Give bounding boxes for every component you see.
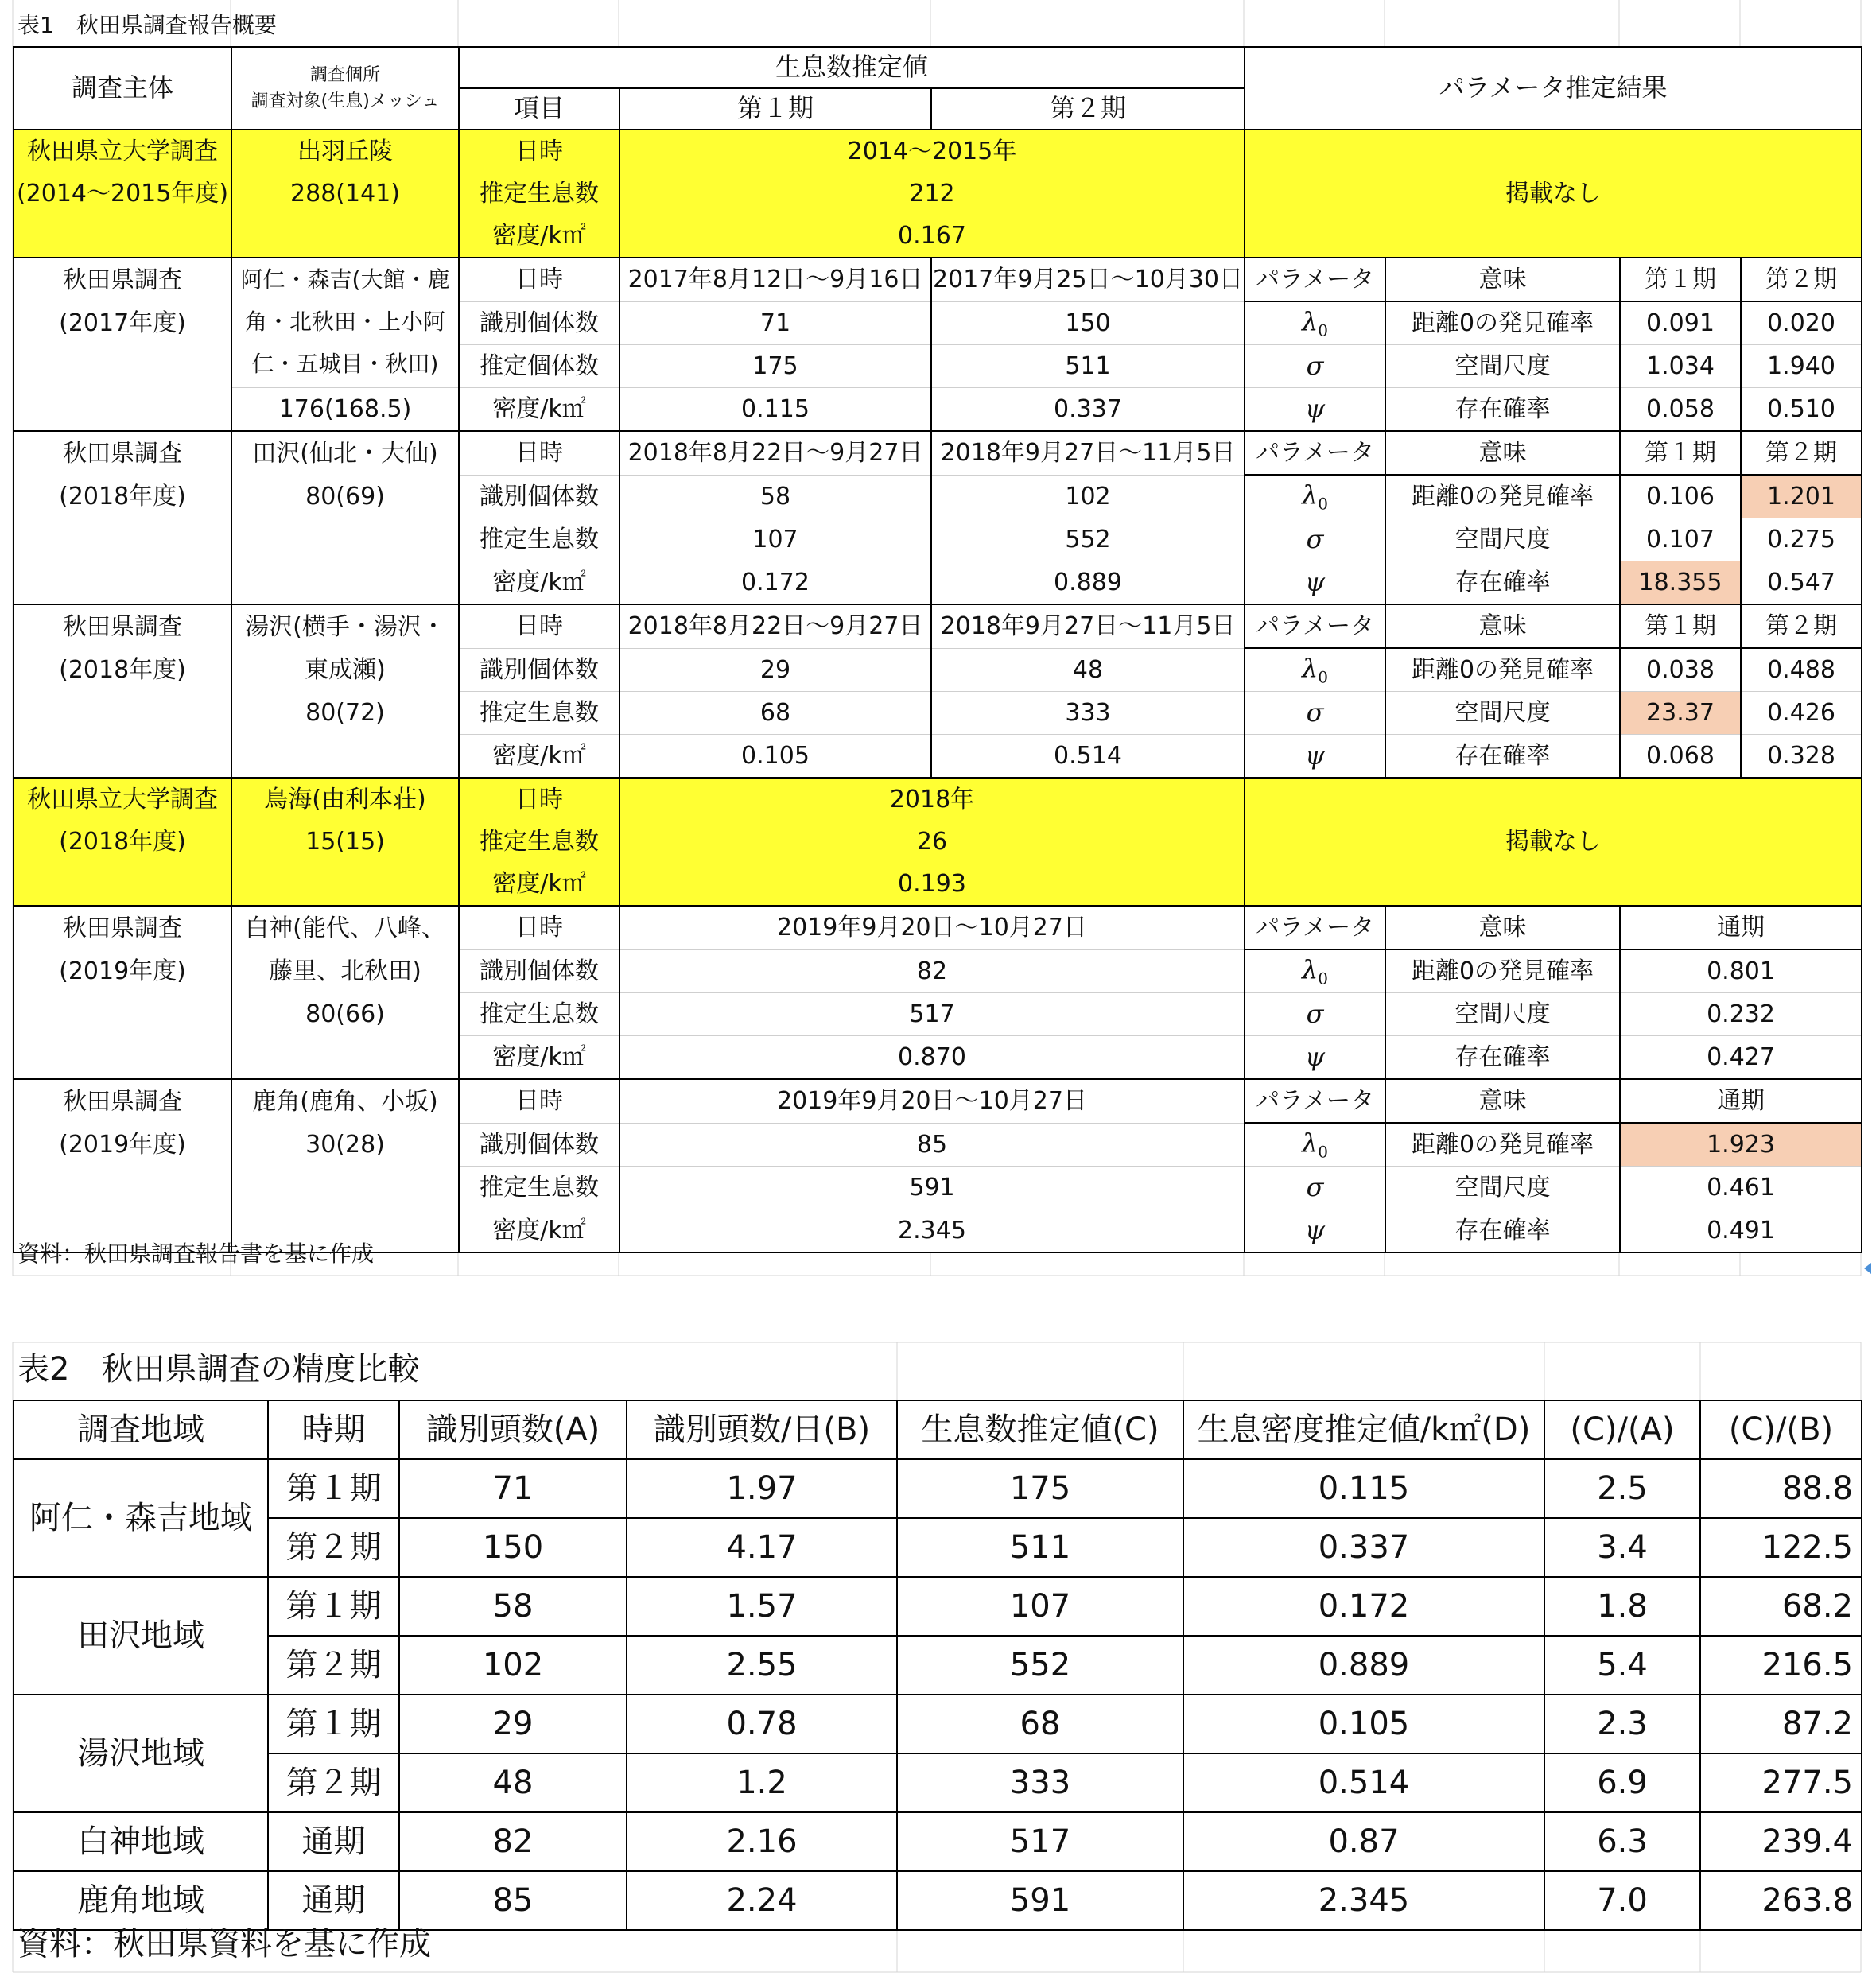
param-meaning: 距離0の発見確率 [1385, 475, 1620, 518]
param-all-header: 通期 [1620, 1079, 1862, 1123]
sigma-symbol: σ [1245, 993, 1385, 1036]
table-row [14, 561, 1862, 605]
table-row [14, 431, 1862, 475]
param-p1-value: 0.058 [1620, 388, 1741, 432]
header-subject: 調査主体 [14, 47, 231, 130]
cb-cell: 216.5 [1700, 1636, 1862, 1695]
meaning-header: 意味 [1385, 1079, 1620, 1123]
table-row [14, 1036, 1862, 1080]
period2-value: 2018年9月27日～11月5日 [931, 431, 1245, 475]
b-cell: 4.17 [627, 1518, 897, 1577]
d-cell: 0.105 [1183, 1695, 1544, 1753]
table-row [14, 778, 1862, 821]
period1-value: 0.115 [619, 388, 931, 432]
param-p2-value: 0.275 [1741, 518, 1862, 561]
ca-cell: 2.5 [1544, 1459, 1700, 1518]
item-label: 識別個体数 [459, 1123, 619, 1167]
param-all-value-highlighted: 1.923 [1620, 1123, 1862, 1167]
meaning-header: 意味 [1385, 604, 1620, 648]
period-cell: 通期 [268, 1871, 399, 1930]
param-header: パラメータ [1245, 1079, 1385, 1123]
period2-value: 2017年9月25日～10月30日 [931, 258, 1245, 301]
table-row [14, 130, 1862, 173]
col-header-period: 時期 [268, 1400, 399, 1459]
site-name: 白神(能代、八峰、 [231, 906, 459, 949]
region-name: 白神地域 [14, 1812, 268, 1871]
site-name: 鳥海(由利本荘) [231, 778, 459, 821]
period2-value: 150 [931, 301, 1245, 345]
d-cell: 0.889 [1183, 1636, 1544, 1695]
param-meaning: 空間尺度 [1385, 993, 1620, 1036]
estimate-value: 85 [619, 1123, 1245, 1167]
estimate-value: 0.870 [619, 1036, 1245, 1080]
site-name: 田沢(仙北・大仙) [231, 431, 459, 475]
table-row [14, 906, 1862, 949]
header-site: 調査個所 調査対象(生息)メッシュ [231, 47, 459, 130]
param-p1-value: 0.106 [1620, 475, 1741, 518]
cb-cell: 68.2 [1700, 1577, 1862, 1636]
psi-symbol: ψ [1245, 561, 1385, 605]
ca-cell: 7.0 [1544, 1871, 1700, 1930]
period2-value: 0.889 [931, 561, 1245, 605]
survey-summary-table [13, 46, 1862, 1253]
param-p2-header: 第２期 [1741, 258, 1862, 301]
item-label: 密度/k㎡ [459, 388, 619, 432]
table-row [14, 1167, 1862, 1209]
org-period: (2018年度) [14, 821, 231, 863]
c-cell: 517 [897, 1812, 1183, 1871]
param-p2-value-highlighted: 1.201 [1741, 475, 1862, 518]
param-p2-value: 0.547 [1741, 561, 1862, 605]
param-meaning: 空間尺度 [1385, 345, 1620, 388]
table2-title: 表2 秋田県調査の精度比較 [17, 1351, 420, 1388]
period1-value: 2018年8月22日～9月27日 [619, 431, 931, 475]
c-cell: 333 [897, 1753, 1183, 1812]
col-header-c: 生息数推定値(C) [897, 1400, 1183, 1459]
ca-cell: 6.3 [1544, 1812, 1700, 1871]
item-label: 密度/k㎡ [459, 215, 619, 258]
header-period1: 第１期 [619, 88, 931, 130]
param-all-value: 0.461 [1620, 1167, 1862, 1209]
estimate-value: 2.345 [619, 1209, 1245, 1253]
col-header-d: 生息密度推定値/k㎡(D) [1183, 1400, 1544, 1459]
period-cell: 第２期 [268, 1753, 399, 1812]
d-cell: 0.87 [1183, 1812, 1544, 1871]
param-p2-header: 第２期 [1741, 431, 1862, 475]
table-row [14, 388, 1862, 432]
table-row [14, 949, 1862, 993]
site-name: 湯沢(横手・湯沢・ [231, 604, 459, 648]
estimate-value: 2019年9月20日～10月27日 [619, 906, 1245, 949]
param-p1-value-highlighted: 23.37 [1620, 692, 1741, 735]
org-name: 秋田県調査 [14, 1079, 231, 1123]
org-name: 秋田県調査 [14, 604, 231, 648]
psi-symbol: ψ [1245, 1036, 1385, 1080]
param-meaning: 距離0の発見確率 [1385, 648, 1620, 692]
table-row [14, 1518, 1862, 1577]
param-meaning: 存在確率 [1385, 388, 1620, 432]
col-header-region: 調査地域 [14, 1400, 268, 1459]
d-cell: 0.337 [1183, 1518, 1544, 1577]
c-cell: 552 [897, 1636, 1183, 1695]
period1-value: 0.172 [619, 561, 931, 605]
period2-value: 552 [931, 518, 1245, 561]
table-row [14, 692, 1862, 735]
mesh-count: 80(72) [231, 692, 459, 735]
estimate-value: 0.167 [619, 215, 1245, 258]
d-cell: 0.514 [1183, 1753, 1544, 1812]
site-name: 阿仁・森吉(大館・鹿角・北秋田・上小阿仁・五城目・秋田) [231, 258, 459, 388]
param-meaning: 空間尺度 [1385, 692, 1620, 735]
mesh-count: 30(28) [231, 1123, 459, 1167]
param-p2-value: 0.328 [1741, 735, 1862, 779]
lambda-symbol: $\lambda_0$ [1245, 475, 1385, 518]
param-p2-value: 0.426 [1741, 692, 1862, 735]
period1-value: 2017年8月12日～9月16日 [619, 258, 931, 301]
param-p1-header: 第１期 [1620, 604, 1741, 648]
param-p1-header: 第１期 [1620, 258, 1741, 301]
period2-value: 48 [931, 648, 1245, 692]
b-cell: 0.78 [627, 1695, 897, 1753]
a-cell: 102 [399, 1636, 627, 1695]
item-label: 密度/k㎡ [459, 1036, 619, 1080]
lambda-symbol: $\lambda_0$ [1245, 648, 1385, 692]
region-name: 湯沢地域 [14, 1695, 268, 1812]
item-label: 日時 [459, 130, 619, 173]
item-label: 日時 [459, 906, 619, 949]
param-p1-value: 0.091 [1620, 301, 1741, 345]
table-row [14, 1753, 1862, 1812]
item-label: 密度/k㎡ [459, 561, 619, 605]
c-cell: 175 [897, 1459, 1183, 1518]
d-cell: 0.172 [1183, 1577, 1544, 1636]
estimate-value: 26 [619, 821, 1245, 863]
region-name: 田沢地域 [14, 1577, 268, 1695]
d-cell: 2.345 [1183, 1871, 1544, 1930]
scroll-marker-icon [1864, 1263, 1871, 1274]
period2-value: 0.337 [931, 388, 1245, 432]
estimate-value: 517 [619, 993, 1245, 1036]
org-name: 秋田県立大学調査 [14, 778, 231, 821]
table-row [14, 993, 1862, 1036]
ca-cell: 5.4 [1544, 1636, 1700, 1695]
a-cell: 71 [399, 1459, 627, 1518]
org-period: (2018年度) [14, 475, 231, 518]
param-all-value: 0.427 [1620, 1036, 1862, 1080]
header-item: 項目 [459, 88, 619, 130]
org-period: (2017年度) [14, 301, 231, 345]
sigma-symbol: σ [1245, 518, 1385, 561]
lambda-symbol: $\lambda_0$ [1245, 301, 1385, 345]
param-all-header: 通期 [1620, 906, 1862, 949]
param-header: パラメータ [1245, 604, 1385, 648]
item-label: 識別個体数 [459, 648, 619, 692]
col-header-cb: (C)/(B) [1700, 1400, 1862, 1459]
period2-value: 333 [931, 692, 1245, 735]
b-cell: 2.16 [627, 1812, 897, 1871]
lambda-symbol: $\lambda_0$ [1245, 949, 1385, 993]
table-row [14, 648, 1862, 692]
ca-cell: 2.3 [1544, 1695, 1700, 1753]
meaning-header: 意味 [1385, 431, 1620, 475]
sigma-symbol: σ [1245, 1167, 1385, 1209]
org-name: 秋田県調査 [14, 906, 231, 949]
item-label: 推定個体数 [459, 345, 619, 388]
period-cell: 第２期 [268, 1636, 399, 1695]
table-row [14, 258, 1862, 301]
a-cell: 29 [399, 1695, 627, 1753]
site-name: 出羽丘陵 [231, 130, 459, 173]
table-row [14, 1812, 1862, 1871]
param-p2-value: 0.020 [1741, 301, 1862, 345]
b-cell: 2.55 [627, 1636, 897, 1695]
estimate-value: 2014～2015年 [619, 130, 1245, 173]
cb-cell: 87.2 [1700, 1695, 1862, 1753]
site-name: 鹿角(鹿角、小坂) [231, 1079, 459, 1123]
period1-value: 58 [619, 475, 931, 518]
psi-symbol: ψ [1245, 735, 1385, 779]
sigma-symbol: σ [1245, 345, 1385, 388]
period2-value: 0.514 [931, 735, 1245, 779]
header-period2: 第２期 [931, 88, 1245, 130]
period2-value: 511 [931, 345, 1245, 388]
d-cell: 0.115 [1183, 1459, 1544, 1518]
meaning-header: 意味 [1385, 258, 1620, 301]
org-name: 秋田県調査 [14, 431, 231, 475]
item-label: 密度/k㎡ [459, 735, 619, 779]
param-p2-value: 0.510 [1741, 388, 1862, 432]
b-cell: 1.57 [627, 1577, 897, 1636]
region-name: 鹿角地域 [14, 1871, 268, 1930]
item-label: 日時 [459, 604, 619, 648]
table-row [14, 1577, 1862, 1636]
cb-cell: 88.8 [1700, 1459, 1862, 1518]
col-header-a: 識別頭数(A) [399, 1400, 627, 1459]
a-cell: 48 [399, 1753, 627, 1812]
period1-value: 2018年8月22日～9月27日 [619, 604, 931, 648]
item-label: 推定生息数 [459, 173, 619, 215]
period-cell: 第２期 [268, 1518, 399, 1577]
b-cell: 2.24 [627, 1871, 897, 1930]
cb-cell: 122.5 [1700, 1518, 1862, 1577]
sigma-symbol: σ [1245, 692, 1385, 735]
period-cell: 通期 [268, 1812, 399, 1871]
period-cell: 第１期 [268, 1459, 399, 1518]
org-name: 秋田県調査 [14, 258, 231, 301]
mesh-count: 15(15) [231, 821, 459, 863]
param-header: パラメータ [1245, 431, 1385, 475]
estimate-value: 2018年 [619, 778, 1245, 821]
param-p2-header: 第２期 [1741, 604, 1862, 648]
header-param-result: パラメータ推定結果 [1245, 47, 1862, 130]
table2-source: 資料：秋田県資料を基に作成 [17, 1926, 431, 1963]
cb-cell: 263.8 [1700, 1871, 1862, 1930]
site-name-cont: 藤里、北秋田) [231, 949, 459, 993]
ca-cell: 3.4 [1544, 1518, 1700, 1577]
table1-source: 資料：秋田県調査報告書を基に作成 [17, 1241, 375, 1267]
table-row [14, 735, 1862, 779]
psi-symbol: ψ [1245, 388, 1385, 432]
item-label: 推定生息数 [459, 993, 619, 1036]
a-cell: 58 [399, 1577, 627, 1636]
period2-value: 102 [931, 475, 1245, 518]
period1-value: 68 [619, 692, 931, 735]
cb-cell: 277.5 [1700, 1753, 1862, 1812]
param-p1-value-highlighted: 18.355 [1620, 561, 1741, 605]
param-all-value: 0.801 [1620, 949, 1862, 993]
param-none: 掲載なし [1245, 778, 1862, 906]
site-name-cont: 東成瀬) [231, 648, 459, 692]
param-p2-value: 1.940 [1741, 345, 1862, 388]
org-period: (2019年度) [14, 949, 231, 993]
item-label: 日時 [459, 431, 619, 475]
item-label: 日時 [459, 778, 619, 821]
table-row [14, 1459, 1862, 1518]
item-label: 識別個体数 [459, 949, 619, 993]
c-cell: 68 [897, 1695, 1183, 1753]
b-cell: 1.97 [627, 1459, 897, 1518]
col-header-b: 識別頭数/日(B) [627, 1400, 897, 1459]
a-cell: 85 [399, 1871, 627, 1930]
period1-value: 71 [619, 301, 931, 345]
ca-cell: 1.8 [1544, 1577, 1700, 1636]
table-row [14, 518, 1862, 561]
org-period: (2019年度) [14, 1123, 231, 1167]
item-label: 密度/k㎡ [459, 1209, 619, 1253]
c-cell: 591 [897, 1871, 1183, 1930]
region-name: 阿仁・森吉地域 [14, 1459, 268, 1577]
item-label: 日時 [459, 258, 619, 301]
table-row [14, 1123, 1862, 1167]
period-cell: 第１期 [268, 1695, 399, 1753]
period1-value: 29 [619, 648, 931, 692]
param-meaning: 空間尺度 [1385, 518, 1620, 561]
param-header: パラメータ [1245, 258, 1385, 301]
param-meaning: 空間尺度 [1385, 1167, 1620, 1209]
org-period: (2014～2015年度) [14, 173, 231, 215]
param-p1-value: 0.038 [1620, 648, 1741, 692]
param-all-value: 0.491 [1620, 1209, 1862, 1253]
mesh-count: 80(66) [231, 993, 459, 1036]
mesh-count: 80(69) [231, 475, 459, 518]
a-cell: 150 [399, 1518, 627, 1577]
param-meaning: 存在確率 [1385, 735, 1620, 779]
col-header-ca: (C)/(A) [1544, 1400, 1700, 1459]
item-label: 識別個体数 [459, 475, 619, 518]
c-cell: 511 [897, 1518, 1183, 1577]
estimate-value: 212 [619, 173, 1245, 215]
table1-title: 表1 秋田県調査報告概要 [17, 12, 277, 38]
item-label: 推定生息数 [459, 1167, 619, 1209]
item-label: 推定生息数 [459, 821, 619, 863]
table-row [14, 1636, 1862, 1695]
accuracy-comparison-table [13, 1400, 1862, 1931]
estimate-value: 0.193 [619, 863, 1245, 906]
ca-cell: 6.9 [1544, 1753, 1700, 1812]
param-p1-value: 0.068 [1620, 735, 1741, 779]
param-p1-value: 1.034 [1620, 345, 1741, 388]
item-label: 識別個体数 [459, 301, 619, 345]
param-none: 掲載なし [1245, 130, 1862, 258]
estimate-value: 82 [619, 949, 1245, 993]
param-header: パラメータ [1245, 906, 1385, 949]
table-row [14, 475, 1862, 518]
period1-value: 175 [619, 345, 931, 388]
param-p1-value: 0.107 [1620, 518, 1741, 561]
a-cell: 82 [399, 1812, 627, 1871]
param-p1-header: 第１期 [1620, 431, 1741, 475]
mesh-count: 176(168.5) [231, 388, 459, 432]
param-meaning: 存在確率 [1385, 1036, 1620, 1080]
item-label: 密度/k㎡ [459, 863, 619, 906]
item-label: 推定生息数 [459, 692, 619, 735]
meaning-header: 意味 [1385, 906, 1620, 949]
period1-value: 0.105 [619, 735, 931, 779]
param-meaning: 距離0の発見確率 [1385, 301, 1620, 345]
table-row [14, 604, 1862, 648]
table-header-row [14, 1400, 1862, 1459]
psi-symbol: ψ [1245, 1209, 1385, 1253]
estimate-value: 591 [619, 1167, 1245, 1209]
table-row [14, 1695, 1862, 1753]
table-row [14, 1079, 1862, 1123]
item-label: 日時 [459, 1079, 619, 1123]
param-meaning: 距離0の発見確率 [1385, 949, 1620, 993]
period2-value: 2018年9月27日～11月5日 [931, 604, 1245, 648]
param-all-value: 0.232 [1620, 993, 1862, 1036]
param-p2-value: 0.488 [1741, 648, 1862, 692]
b-cell: 1.2 [627, 1753, 897, 1812]
item-label: 推定生息数 [459, 518, 619, 561]
cb-cell: 239.4 [1700, 1812, 1862, 1871]
org-period: (2018年度) [14, 648, 231, 692]
header-estimate: 生息数推定値 [459, 47, 1245, 88]
c-cell: 107 [897, 1577, 1183, 1636]
lambda-symbol: $\lambda_0$ [1245, 1123, 1385, 1167]
mesh-count: 288(141) [231, 173, 459, 215]
param-meaning: 距離0の発見確率 [1385, 1123, 1620, 1167]
param-meaning: 存在確率 [1385, 561, 1620, 605]
org-name: 秋田県立大学調査 [14, 130, 231, 173]
estimate-value: 2019年9月20日～10月27日 [619, 1079, 1245, 1123]
period1-value: 107 [619, 518, 931, 561]
period-cell: 第１期 [268, 1577, 399, 1636]
param-meaning: 存在確率 [1385, 1209, 1620, 1253]
